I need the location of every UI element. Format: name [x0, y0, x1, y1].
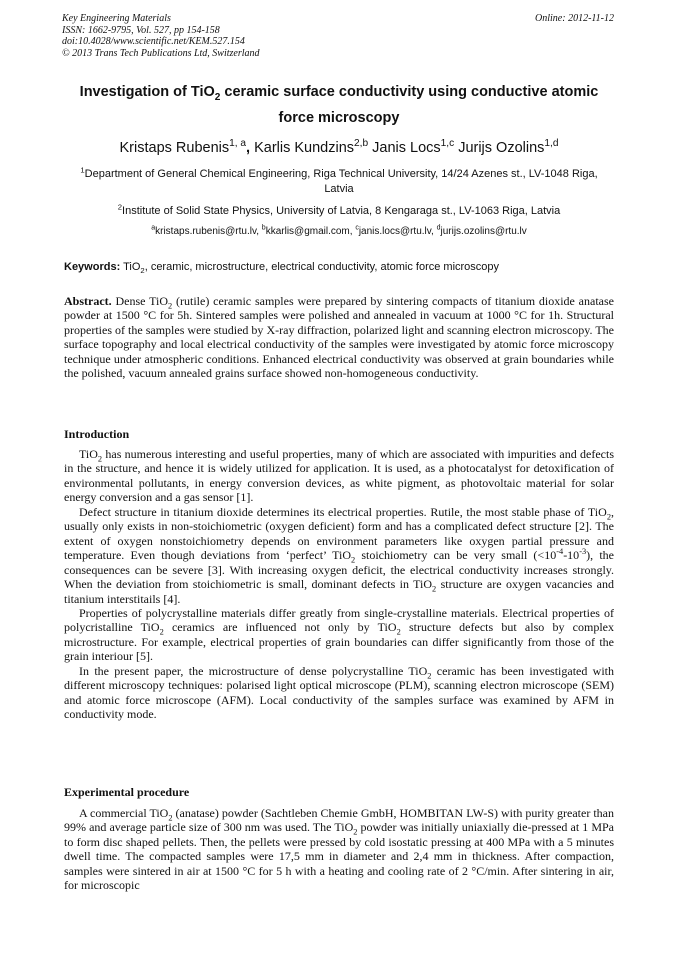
affiliation-1: $^1$Department of General Chemical Engineering, Riga Technical University, 14/24 Azenes st., LV-1048 Riga, Latvia: [80, 165, 598, 195]
keywords-label: Keywords:: [64, 261, 121, 273]
email[interactable]: $^b$kkarlis@gmail.com,: [261, 224, 356, 237]
journal-copyright: © 2013 Trans Tech Publications Ltd, Switzerland: [62, 47, 260, 59]
paragraph: TiO$_2$ has numerous interesting and useful properties, many of which are associated with impurities and defects in the structure, and hence it is widely utilized for application. It is used, as a photocatalyst for detoxification of environmental pollutants, in energy conversion devices, as white pigment, as photovoltaic material for solar energy conversion and a gas sensor [1].: [64, 447, 614, 505]
journal-issn: ISSN: 1662-9795, Vol. 527, pp 154-158: [62, 24, 220, 36]
paper-title: Investigation of TiO$_2$ ceramic surface conductivity using conductive atomic force microscopy: [79, 84, 599, 126]
author: Karlis Kundzins$^{2,b}$: [254, 138, 369, 156]
journal-name: Key Engineering Materials: [62, 13, 171, 24]
introduction-body: [64, 447, 614, 722]
paragraph: Defect structure in titanium dioxide determines its electrical properties. Rutile, the most stable phase of TiO$_2$, usually only exists in non-stoichiometric (oxygen deficient) form and has a complicated defect structure [2]. The extent of oxygen nonstoichiometry depends on environment parameters like oxygen partial pressure and temperature. Even though deviations from ‘perfect’ TiO$_2$ stoichiometry can be very small $(<10^{-4}-10^{-3})$, the consequences can be severe [3]. With increasing oxygen deficit, the electrical conductivity increases strongly. When the deviation from stoichiometric is small, dominant defects in TiO$_2$ structure are oxygen vacancies and titanium interstitails [4].: [64, 504, 614, 606]
affiliation-2: $^2$Institute of Solid State Physics, University of Latvia, 8 Kengaraga st., LV-1063 Riga, Latvia: [117, 202, 561, 217]
journal-header: [62, 13, 260, 59]
author-list: Kristaps Rubenis$^{1, a}$, Karlis Kundzins$^{2,b}$ Janis Locs$^{1,c}$ Jurijs Ozolins$^{1,d}$: [119, 138, 559, 156]
online-date: Online: 2012-11-12: [535, 13, 614, 24]
introduction-heading: Introduction: [64, 427, 130, 441]
abstract: Abstract. Dense TiO$_2$ (rutile) ceramic samples were prepared by sintering compacts of titanium dioxide anatase powder at 1500 °C for 5h. Sintered samples were polished and annealed in vacuum at 1000 °C for 1h. Structural properties of the samples were studied by X-ray diffraction, polarized light and scanning electron microscopy. The surface topography and local electrical conductivity of the samples were investigated by atomic force microscopy technique under atmospheric conditions. Enhanced electrical conductivity was observed at grain boundaries while the polished, vacuum annealed grains surface showed non-homogeneous conductivity.: [64, 294, 614, 381]
email[interactable]: $^a$kristaps.rubenis@rtu.lv,: [151, 224, 262, 237]
author-emails: [60, 225, 618, 239]
paragraph: In the present paper, the microstructure of dense polycrystalline TiO$_2$ ceramic has been investigated with different microscopy techniques: polarised light optical microscope (PLM), scanning electron microscope (SEM) and atomic force microscope (AFM). Local conductivity of the samples surface was examined by AFM in conductivity mode.: [64, 663, 615, 722]
email[interactable]: $^c$janis.locs@rtu.lv,: [355, 224, 437, 237]
abstract-label: Abstract.: [64, 294, 112, 308]
paragraph: A commercial TiO$_2$ (anatase) powder (Sachtleben Chemie GmbH, HOMBITAN LW-S) with purity greater than 99% and average particle size of 300 nm was used. The TiO$_2$ powder was initially uniaxially die-pressed at 1 MPa to form disc shaped pellets. Then, the pellets were pressed by cold isostatic pressing at 400 MPa with a 5 minutes dwell time. The compacted samples were 17,5 mm in diameter and 2,4 mm in thickness. After compaction, samples were sintered in air at 1500 °C for 5 h with a heating and cooling rate of 2 °C/min. After sintering in air, for microscopic: [64, 806, 614, 893]
keywords: Keywords: TiO$_2$, ceramic, microstructure, electrical conductivity, atomic force microscopy: [64, 261, 500, 276]
experimental-heading: Experimental procedure: [64, 785, 190, 799]
experimental-body: [64, 806, 614, 893]
paragraph: Properties of polycrystalline materials differ greatly from single-crystalline materials. Electrical properties of polycristalline TiO$_2$ ceramics are influenced not only by TiO$_2$ structure defects but also by complex microstructure. For example, electrical properties of grain boundaries can differ significantly from those of the grain interiour [5].: [64, 605, 614, 664]
email[interactable]: $^d$jurijs.ozolins@rtu.lv: [436, 224, 527, 237]
journal-doi: doi:10.4028/www.scientific.net/KEM.527.154: [62, 36, 245, 48]
author: Janis Locs$^{1,c}$: [372, 138, 455, 156]
author: Kristaps Rubenis$^{1, a}$: [119, 138, 247, 156]
author: Jurijs Ozolins$^{1,d}$: [458, 138, 559, 156]
